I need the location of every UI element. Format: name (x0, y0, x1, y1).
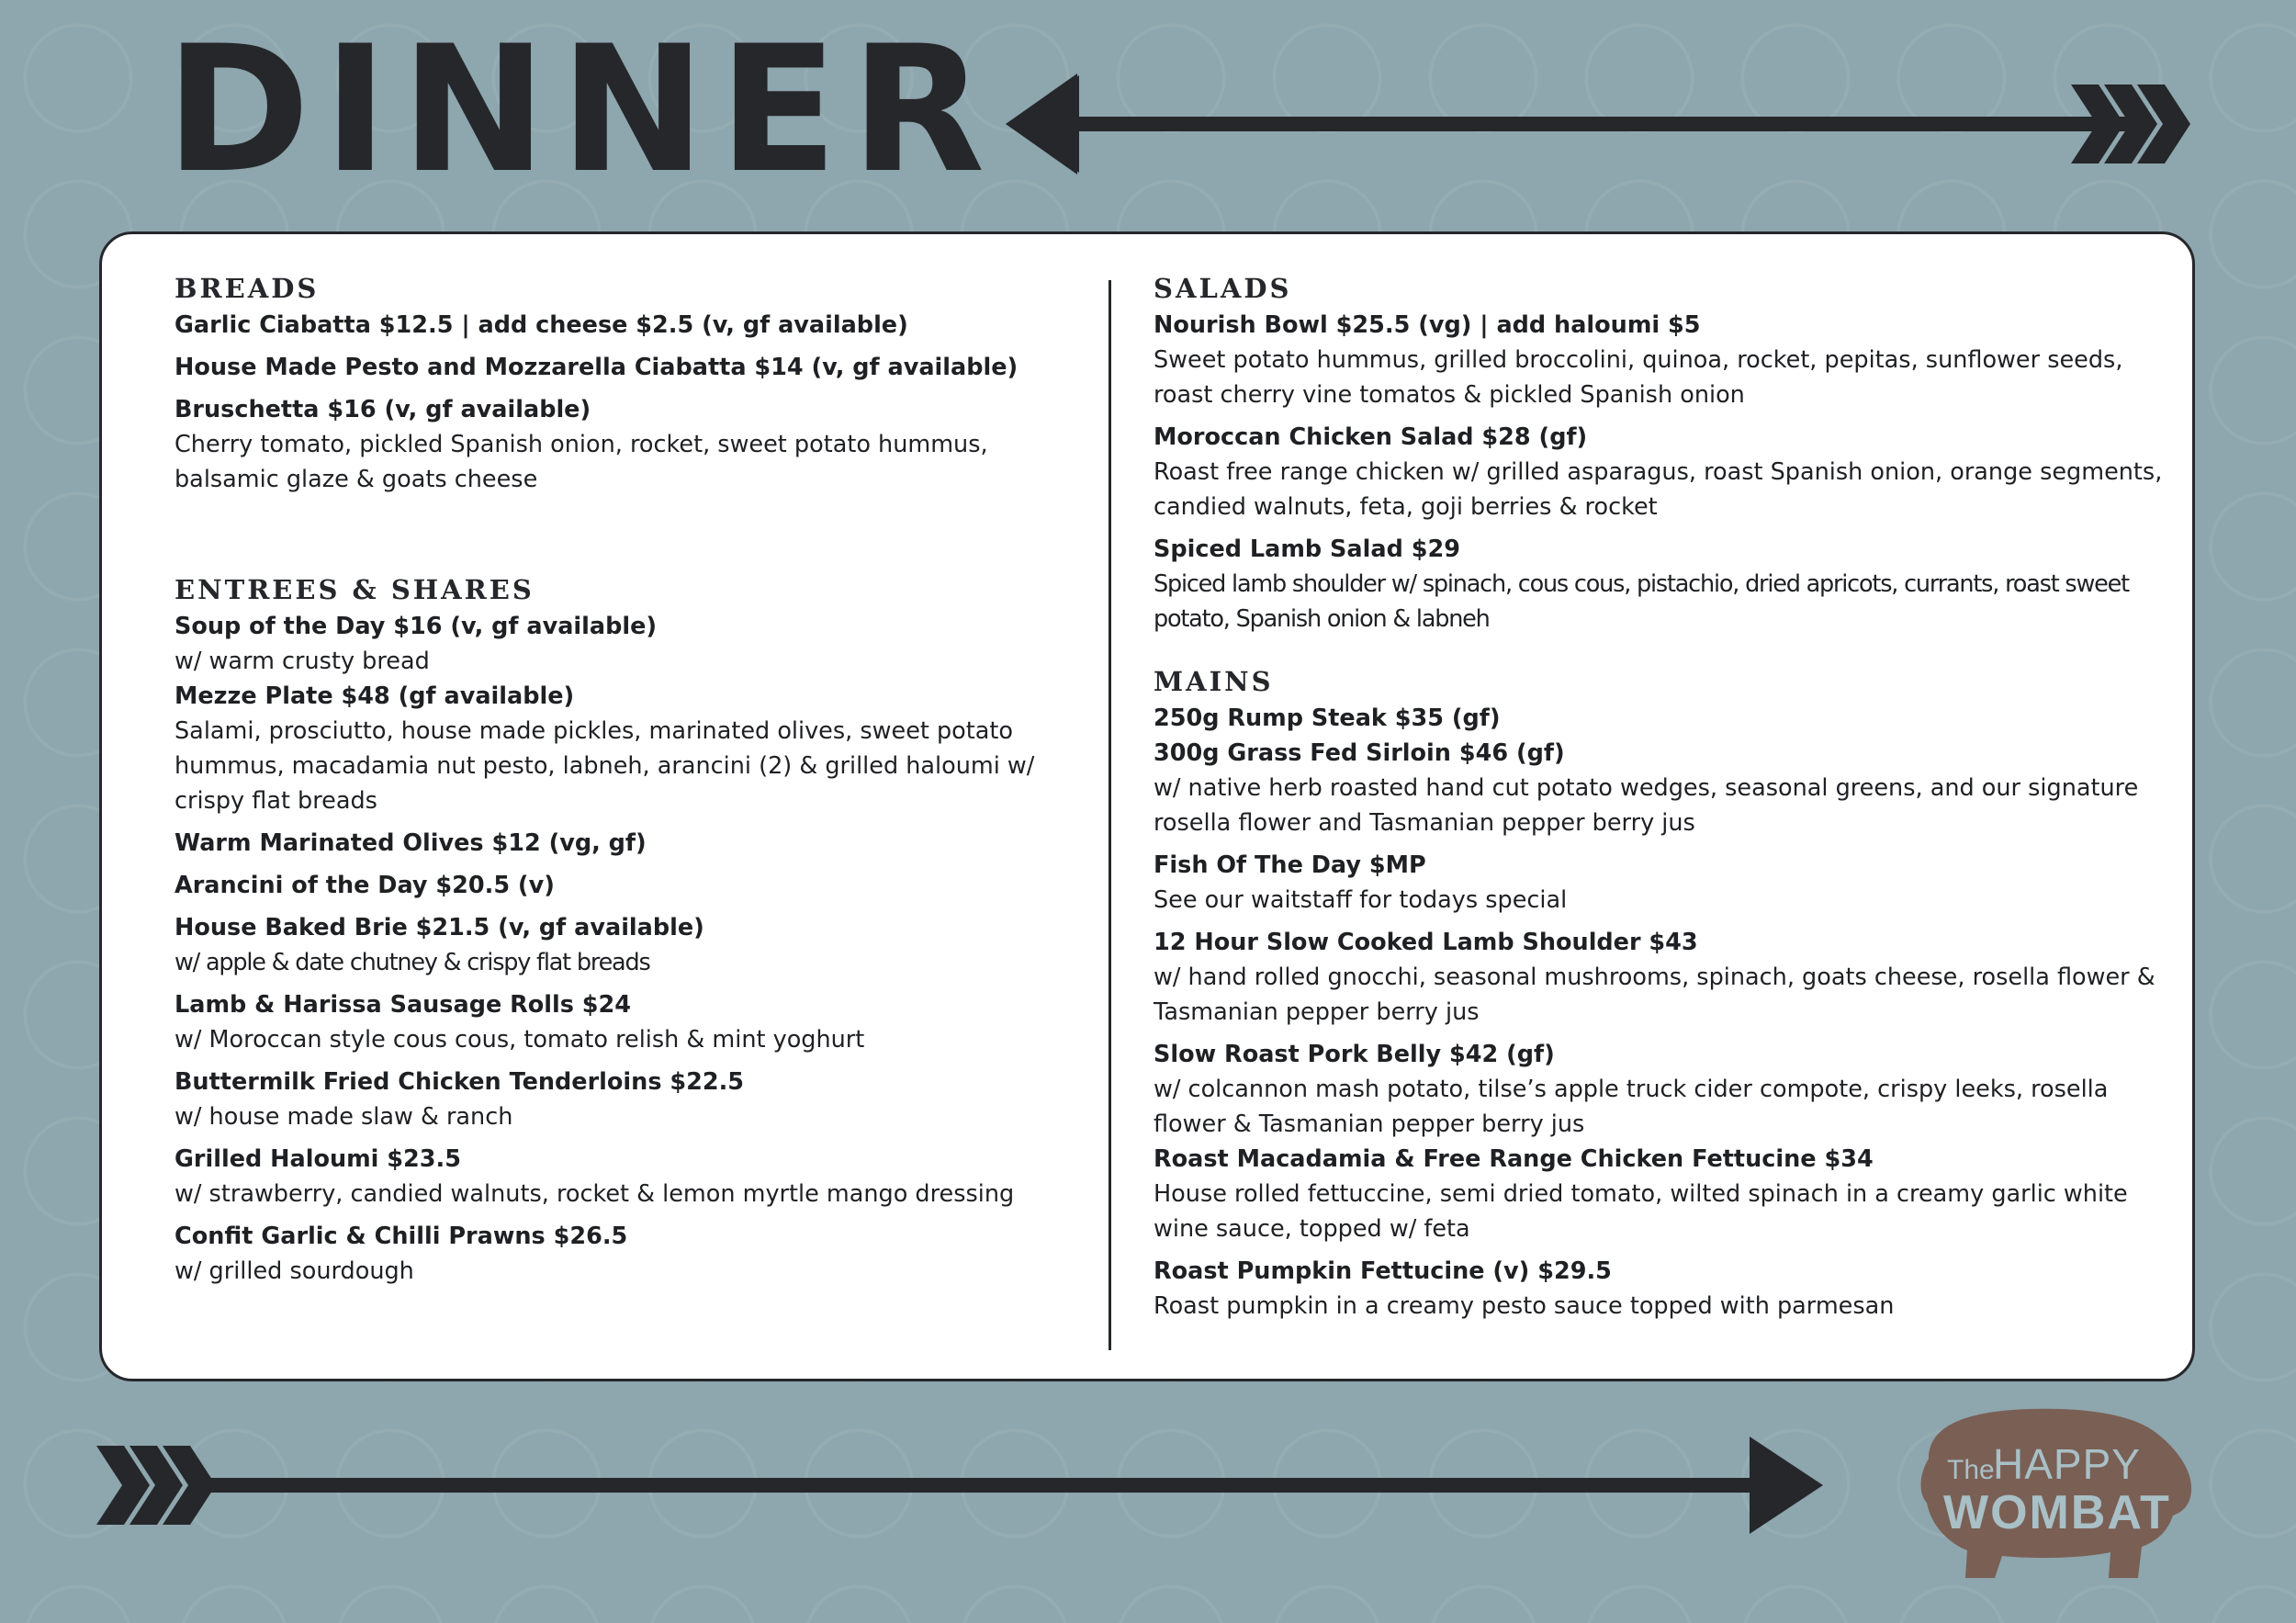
item-title: House Made Pesto and Mozzarella Ciabatta $14 (v, gf available) (174, 354, 1019, 381)
menu-item (174, 308, 1093, 343)
item-title: Arancini of the Day $20.5 (v) (174, 872, 555, 899)
item-title: Bruschetta $16 (v, gf available) (174, 396, 591, 423)
menu-item (174, 910, 1093, 980)
left-column (174, 271, 1093, 1296)
item-title: 250g Rump Steak $35 (gf) (1154, 704, 1501, 732)
item-title: Grilled Haloumi $23.5 (174, 1145, 461, 1173)
right-column (1154, 271, 2173, 1331)
menu-item (1154, 925, 2173, 1030)
item-description: Sweet potato hummus, grilled broccolini, quinoa, rocket, pepitas, sunflower seeds, roast cherry vine tomatos & pickled Spanish onion (1154, 346, 2123, 409)
logo-the-text: The (1947, 1455, 1995, 1485)
item-description: Cherry tomato, pickled Spanish onion, rocket, sweet potato hummus, balsamic glaze & goats cheese (174, 431, 988, 493)
item-title: Roast Pumpkin Fettucine (v) $29.5 (1154, 1257, 1612, 1285)
column-divider (1109, 280, 1111, 1350)
item-title: Garlic Ciabatta $12.5 | add cheese $2.5 (v, gf available) (174, 311, 908, 339)
item-description: w/ house made slaw & ranch (174, 1103, 513, 1131)
item-title: Moroccan Chicken Salad $28 (gf) (1154, 423, 1588, 451)
item-description: w/ colcannon mash potato, tilse’s apple truck cider compote, crispy leeks, rosella flower & Tasmanian pepper berry jus (1154, 1076, 2109, 1138)
item-title: Roast Macadamia & Free Range Chicken Fettucine $34 (1154, 1145, 1874, 1173)
item-title: Warm Marinated Olives $12 (vg, gf) (174, 829, 647, 857)
item-title: House Baked Brie $21.5 (v, gf available) (174, 914, 704, 941)
menu-item (174, 1219, 1093, 1289)
menu-item (1154, 1037, 2173, 1142)
menu-item (174, 609, 1093, 679)
menu-item (174, 679, 1093, 818)
top-arrow-icon (1006, 73, 2200, 175)
menu-item (174, 392, 1093, 497)
logo-wombat-text: WOMBAT (1943, 1486, 2171, 1539)
breads-heading: BREADS (174, 273, 320, 304)
menu-item (1154, 701, 2173, 736)
item-title: Lamb & Harissa Sausage Rolls $24 (174, 991, 632, 1019)
bottom-arrow-icon (96, 1435, 1832, 1536)
menu-item (1154, 1142, 2173, 1246)
menu-item (174, 987, 1093, 1057)
menu-item (1154, 532, 2173, 637)
item-description: w/ strawberry, candied walnuts, rocket & lemon myrtle mango dressing (174, 1180, 1015, 1208)
item-description: Salami, prosciutto, house made pickles, marinated olives, sweet potato hummus, macadamia nut pesto, labneh, arancini (2) & grilled haloumi w/ crispy flat breads (174, 717, 1035, 815)
item-description: See our waitstaff for todays special (1154, 886, 1568, 914)
menu-item (174, 868, 1093, 903)
item-title: Slow Roast Pork Belly $42 (gf) (1154, 1041, 1555, 1068)
item-description: w/ grilled sourdough (174, 1257, 414, 1285)
item-title: Fish Of The Day $MP (1154, 851, 1426, 879)
item-title: 300g Grass Fed Sirloin $46 (gf) (1154, 739, 1565, 767)
mains-heading: MAINS (1154, 666, 1274, 697)
item-description: Spiced lamb shoulder w/ spinach, cous cous, pistachio, dried apricots, currants, roast sweet potato, Spanish onion & labneh (1154, 570, 2129, 633)
salads-heading: SALADS (1154, 273, 1292, 304)
menu-item (1154, 736, 2173, 840)
menu-item (174, 1142, 1093, 1212)
menu-item (1154, 1254, 2173, 1324)
item-description: w/ hand rolled gnocchi, seasonal mushrooms, spinach, goats cheese, rosella flower & Tasmanian pepper berry jus (1154, 964, 2155, 1026)
item-title: Soup of the Day $16 (v, gf available) (174, 613, 658, 640)
menu-item (174, 826, 1093, 861)
menu-item (1154, 848, 2173, 918)
item-description: w/ Moroccan style cous cous, tomato relish & mint yoghurt (174, 1026, 865, 1054)
menu-item (174, 1065, 1093, 1134)
item-title: 12 Hour Slow Cooked Lamb Shoulder $43 (1154, 929, 1698, 956)
happy-wombat-logo (1892, 1394, 2195, 1587)
item-title: Buttermilk Fried Chicken Tenderloins $22.5 (174, 1068, 745, 1096)
item-description: w/ warm crusty bread (174, 648, 430, 675)
page-title: DINNER (165, 8, 998, 211)
item-description: House rolled fettuccine, semi dried tomato, wilted spinach in a creamy garlic white wine sauce, topped w/ feta (1154, 1180, 2128, 1243)
menu-item (1154, 308, 2173, 412)
item-title: Confit Garlic & Chilli Prawns $26.5 (174, 1223, 628, 1250)
menu-item (1154, 420, 2173, 524)
item-title: Nourish Bowl $25.5 (vg) | add haloumi $5 (1154, 311, 1701, 339)
item-description: Roast free range chicken w/ grilled asparagus, roast Spanish onion, orange segments, candied walnuts, feta, goji berries & rocket (1154, 458, 2163, 521)
item-description: w/ native herb roasted hand cut potato wedges, seasonal greens, and our signature rosella flower and Tasmanian pepper berry jus (1154, 774, 2139, 837)
entrees-heading: ENTREES & SHARES (174, 574, 535, 605)
item-description: w/ apple & date chutney & crispy flat breads (174, 949, 650, 976)
menu-item (174, 350, 1093, 385)
logo-happy-text: HAPPY (1993, 1440, 2141, 1488)
item-description: Roast pumpkin in a creamy pesto sauce topped with parmesan (1154, 1292, 1895, 1320)
item-title: Spiced Lamb Salad $29 (1154, 535, 1460, 563)
item-title: Mezze Plate $48 (gf available) (174, 682, 575, 710)
